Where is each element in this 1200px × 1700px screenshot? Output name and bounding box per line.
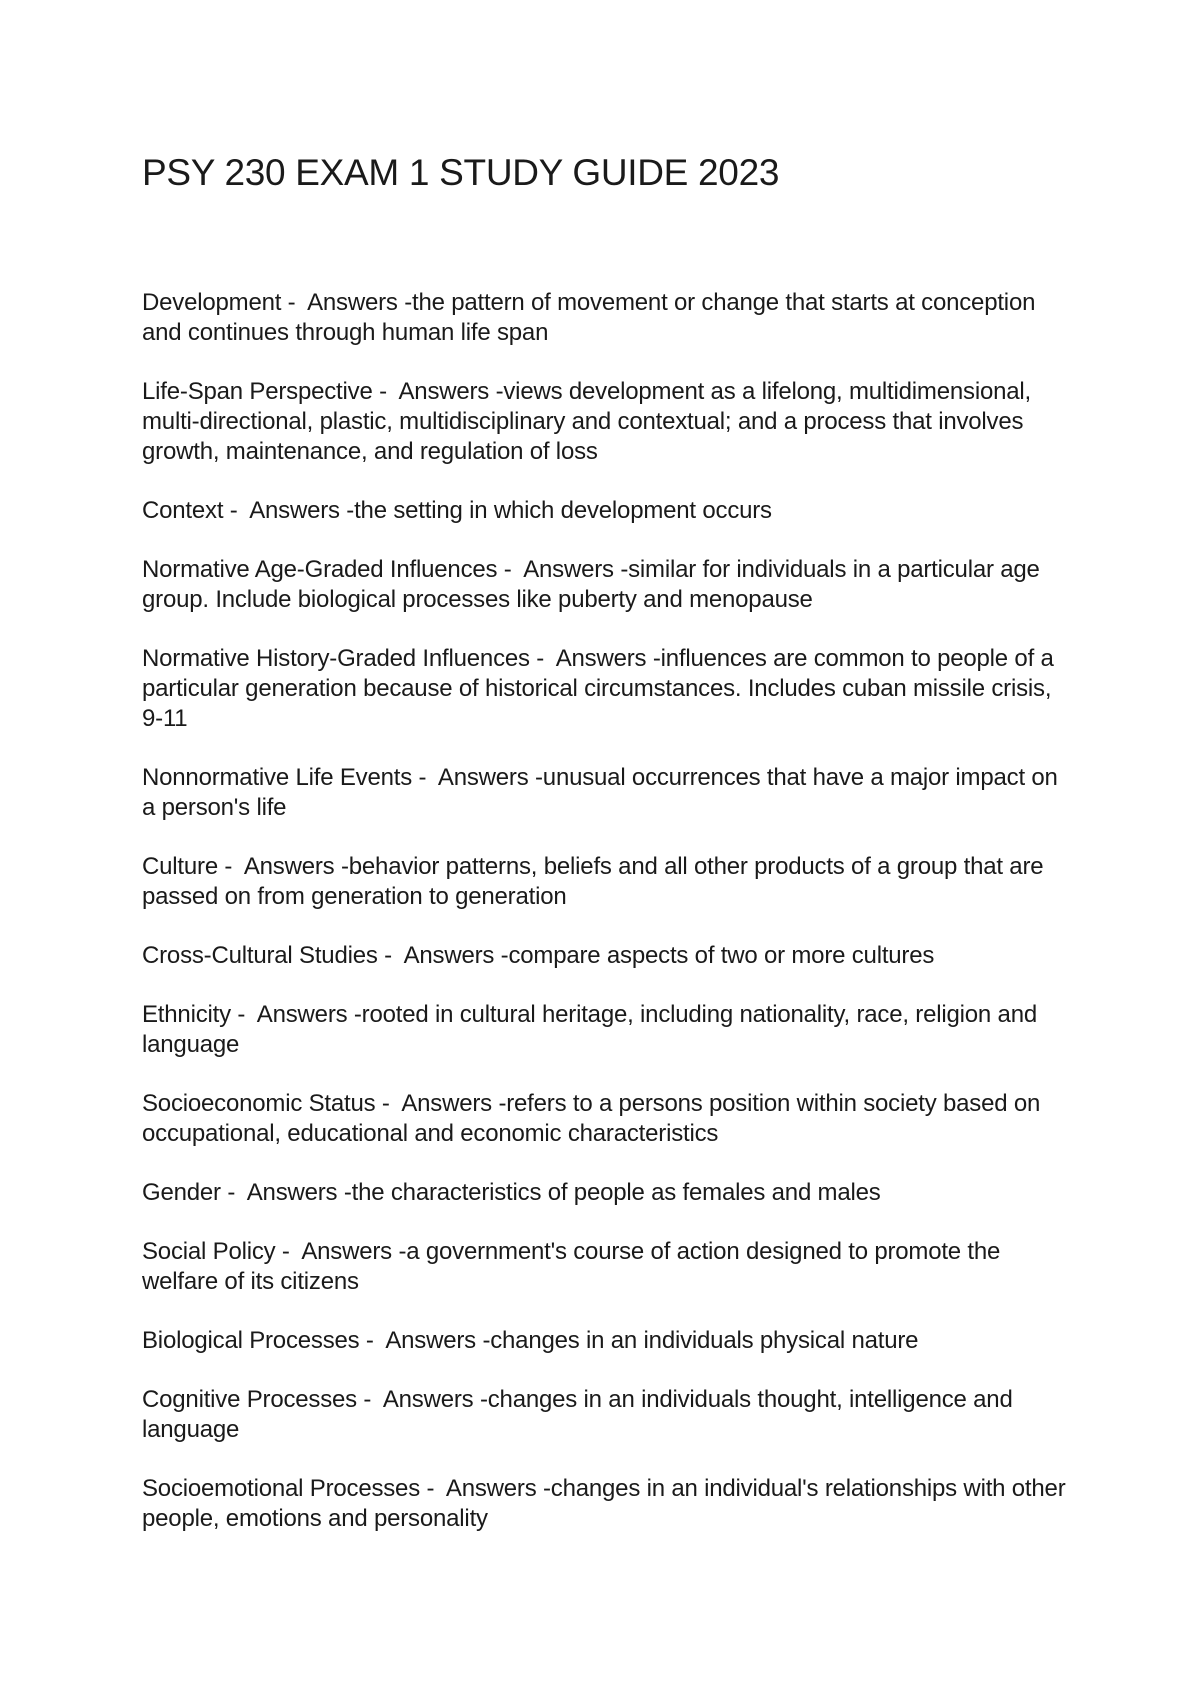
glossary-entry: [142, 555, 1072, 615]
entry-term: Context -: [142, 497, 249, 524]
entry-term: Socioemotional Processes -: [142, 1475, 446, 1502]
glossary-entry: [142, 377, 1072, 467]
entry-definition: -rooted in cultural heritage, including nationality, race, religion and language: [142, 1001, 1037, 1058]
entry-term: Cross-Cultural Studies -: [142, 942, 404, 969]
entry-definition: -unusual occurrences that have a major impact on a person's life: [142, 764, 1058, 821]
page-title: PSY 230 EXAM 1 STUDY GUIDE 2023: [142, 152, 780, 193]
answer-prefix: Answers: [401, 1090, 492, 1117]
answer-prefix: Answers: [256, 1001, 348, 1028]
answer-prefix: Answers: [301, 1238, 392, 1265]
entry-term: Life-Span Perspective -: [142, 378, 398, 405]
answer-prefix: Answers: [246, 1179, 338, 1206]
entry-term: Culture -: [142, 853, 244, 880]
entry-term: Socioeconomic Status -: [142, 1090, 401, 1117]
answer-prefix: Answers: [243, 853, 335, 880]
glossary-entry: [142, 288, 1072, 348]
entry-term: Biological Processes -: [142, 1327, 385, 1354]
glossary-entry: [142, 852, 1072, 912]
answer-prefix: Answers: [523, 556, 614, 583]
entry-term: Normative Age-Graded Influences -: [142, 556, 523, 583]
entry-term: Development -: [142, 289, 307, 316]
entry-definition: -views development as a lifelong, multidimensional, multi-directional, plastic, multidisciplinary and contextual; and a process that involves growth, maintenance, and regulation of loss: [142, 378, 1031, 465]
entry-definition: -changes in an individual's relationships with other people, emotions and personality: [142, 1475, 1066, 1532]
glossary-entry: [142, 941, 1072, 971]
entry-definition: -changes in an individuals thought, intelligence and language: [142, 1386, 1013, 1443]
entry-term: Ethnicity -: [142, 1001, 257, 1028]
entry-term: Social Policy -: [142, 1238, 301, 1265]
glossary-entry: [142, 1000, 1072, 1060]
answer-prefix: Answers: [307, 289, 398, 316]
glossary-entry: [142, 1474, 1072, 1534]
glossary-entry: [142, 1178, 1072, 1208]
entry-definition: -refers to a persons position within society based on occupational, educational and economic characteristics: [142, 1090, 1041, 1147]
entry-definition: -a government's course of action designed to promote the welfare of its citizens: [142, 1238, 1001, 1295]
glossary-entry: [142, 763, 1072, 823]
answer-prefix: Answers: [403, 942, 495, 969]
entry-definition: -the characteristics of people as females and males: [343, 1179, 881, 1206]
entry-definition: -the setting in which development occurs: [346, 497, 772, 524]
glossary-list: [142, 288, 1072, 1534]
entry-definition: -similar for individuals in a particular age group. Include biological processes like puberty and menopause: [142, 556, 1040, 613]
entry-definition: -behavior patterns, beliefs and all other products of a group that are passed on from generation to generation: [142, 853, 1044, 910]
entry-term: Normative History-Graded Influences -: [142, 645, 556, 672]
answer-prefix: Answers: [249, 497, 340, 524]
answer-prefix: Answers: [398, 378, 490, 405]
answer-prefix: Answers: [555, 645, 647, 672]
answer-prefix: Answers: [445, 1475, 537, 1502]
glossary-entry: [142, 644, 1072, 734]
answer-prefix: Answers: [382, 1386, 474, 1413]
answer-prefix: Answers: [385, 1327, 476, 1354]
entry-term: Nonnormative Life Events -: [142, 764, 438, 791]
glossary-entry: [142, 496, 1072, 526]
glossary-entry: [142, 1237, 1072, 1297]
entry-definition: -the pattern of movement or change that starts at conception and continues through human life span: [142, 289, 1036, 346]
glossary-entry: [142, 1326, 1072, 1356]
answer-prefix: Answers: [437, 764, 529, 791]
glossary-entry: [142, 1385, 1072, 1445]
entry-definition: -changes in an individuals physical nature: [482, 1327, 919, 1354]
glossary-entry: [142, 1089, 1072, 1149]
entry-term: Cognitive Processes -: [142, 1386, 383, 1413]
entry-definition: -compare aspects of two or more cultures: [500, 942, 935, 969]
entry-definition: -influences are common to people of a particular generation because of historical circumstances. Includes cuban missile crisis, 9-11: [142, 645, 1054, 732]
entry-term: Gender -: [142, 1179, 247, 1206]
